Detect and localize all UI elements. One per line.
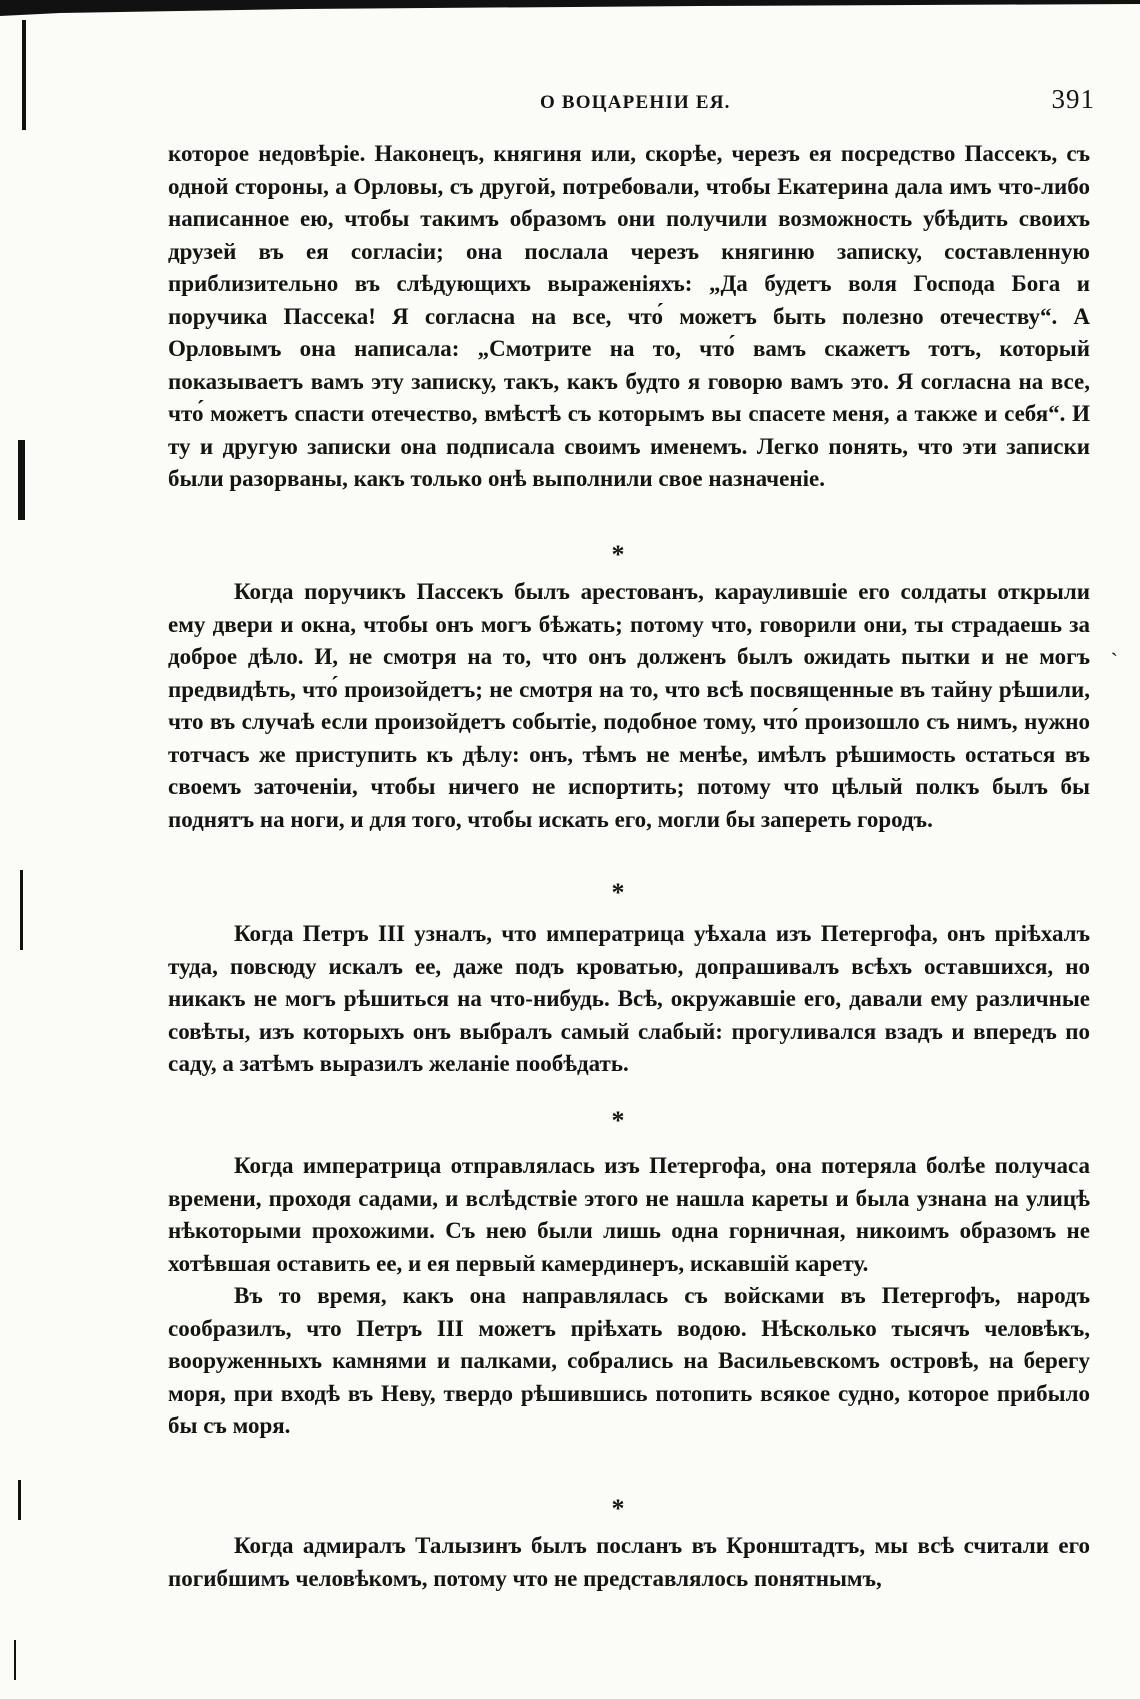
paragraph: Когда Петръ III узналъ, что императрица уѣхала изъ Петергофа, онъ пріѣхалъ туда, повсюду искалъ ее, даже подъ кроватью, допрашивалъ всѣхъ оставшихся, но никакъ не могъ рѣшиться на что-нибудь. Всѣ, окружавшіе его, давали ему различные совѣты, изъ которыхъ онъ выбралъ самый слабый: прогуливался взадъ и впередъ по саду, а затѣмъ выразилъ желаніе пообѣдать. — [168, 921, 1090, 1076]
paragraph: Когда адмиралъ Талызинъ былъ посланъ въ Кронштадтъ, мы всѣ считали его погибшимъ человѣкомъ, потому что не представлялось понятнымъ, — [168, 1533, 1090, 1591]
paragraph: Когда императрица отправлялась изъ Петергофа, она потеряла болѣе получаса времени, проходя садами, и вслѣдствіе этого не нашла кареты и была узнана на улицѣ нѣкоторыми прохожими. Съ нею были лишь одна горничная, никоимъ образомъ не хотѣвшая оставить ее, и ея первый камердинеръ, искавшій карету. — [168, 1153, 1090, 1276]
left-binding-marks — [0, 0, 40, 1699]
running-head: О ВОЦАРЕНІИ ЕЯ. — [540, 92, 731, 113]
page-number: 391 — [1051, 84, 1095, 114]
paragraph-block-4 — [168, 1150, 1090, 1443]
paragraph-block-3 — [168, 918, 1090, 1081]
margin-mark: ` — [1110, 648, 1118, 673]
paragraph: которое недовѣріе. Наконецъ, княгиня или, скорѣе, черезъ ея посредство Пассекъ, съ одной стороны, а Орловы, съ другой, потребовали, чтобы Екатерина дала имъ что-либо написанное ею, чтобы такимъ образомъ они получили возможность убѣдить своихъ друзей въ ея согласіи; она послала черезъ княгиню записку, составленную приблизительно въ слѣдующихъ выраженіяхъ: „Да будетъ воля Господа Бога и поручика Пассека! Я согласна на все, что́ можетъ быть полезно отечеству“. А Орловымъ она написала: „Смотрите на то, что́ вамъ скажетъ тотъ, который показываетъ вамъ эту записку, такъ, какъ будто я говорю вамъ это. Я согласна на все, что́ можетъ спасти отечество, вмѣстѣ съ которымъ вы спасете меня, а также и себя“. И ту и другую записки она подписала своимъ именемъ. Легко понять, что эти записки были разорваны, какъ только онѣ выполнили свое назначеніе. — [168, 141, 1090, 491]
section-separator: * — [611, 878, 625, 907]
paragraph: Когда поручикъ Пассекъ былъ арестованъ, караулившіе его солдаты открыли ему двери и окна, чтобы онъ могъ бѣжать; потому что, говорили они, ты страдаешь за доброе дѣло. И, не смотря на то, что онъ долженъ былъ ожидать пытки и не могъ предвидѣть, что́ произойдетъ; не смотря на то, что всѣ посвященные въ тайну рѣшили, что въ случаѣ если произойдетъ событіе, подобное тому, что́ произошло съ нимъ, нужно тотчасъ же приступить къ дѣлу: онъ, тѣмъ не менѣе, имѣлъ рѣшимость остаться въ своемъ заточеніи, чтобы ничего не испортить; потому что цѣлый полкъ былъ бы поднятъ на ноги, и для того, чтобы искать его, могли бы запереть городъ. — [168, 579, 1090, 832]
section-separator: * — [611, 1106, 625, 1135]
top-scan-edge — [0, 0, 1140, 16]
section-separator: * — [611, 540, 625, 569]
paragraph-block-2 — [168, 576, 1090, 836]
paragraph-block-1 — [168, 138, 1090, 496]
section-separator: * — [611, 1494, 625, 1523]
paragraph: Въ то время, какъ она направлялась съ войсками въ Петергофъ, народъ сообразилъ, что Петръ III можетъ пріѣхать водою. Нѣсколько тысячъ человѣкъ, вооруженныхъ камнями и палками, собрались на Васильевскомъ островѣ, на берегу моря, при входѣ въ Неву, твердо рѣшившись потопить всякое судно, которое прибыло бы съ моря. — [168, 1283, 1090, 1438]
paragraph-block-5 — [168, 1530, 1090, 1595]
